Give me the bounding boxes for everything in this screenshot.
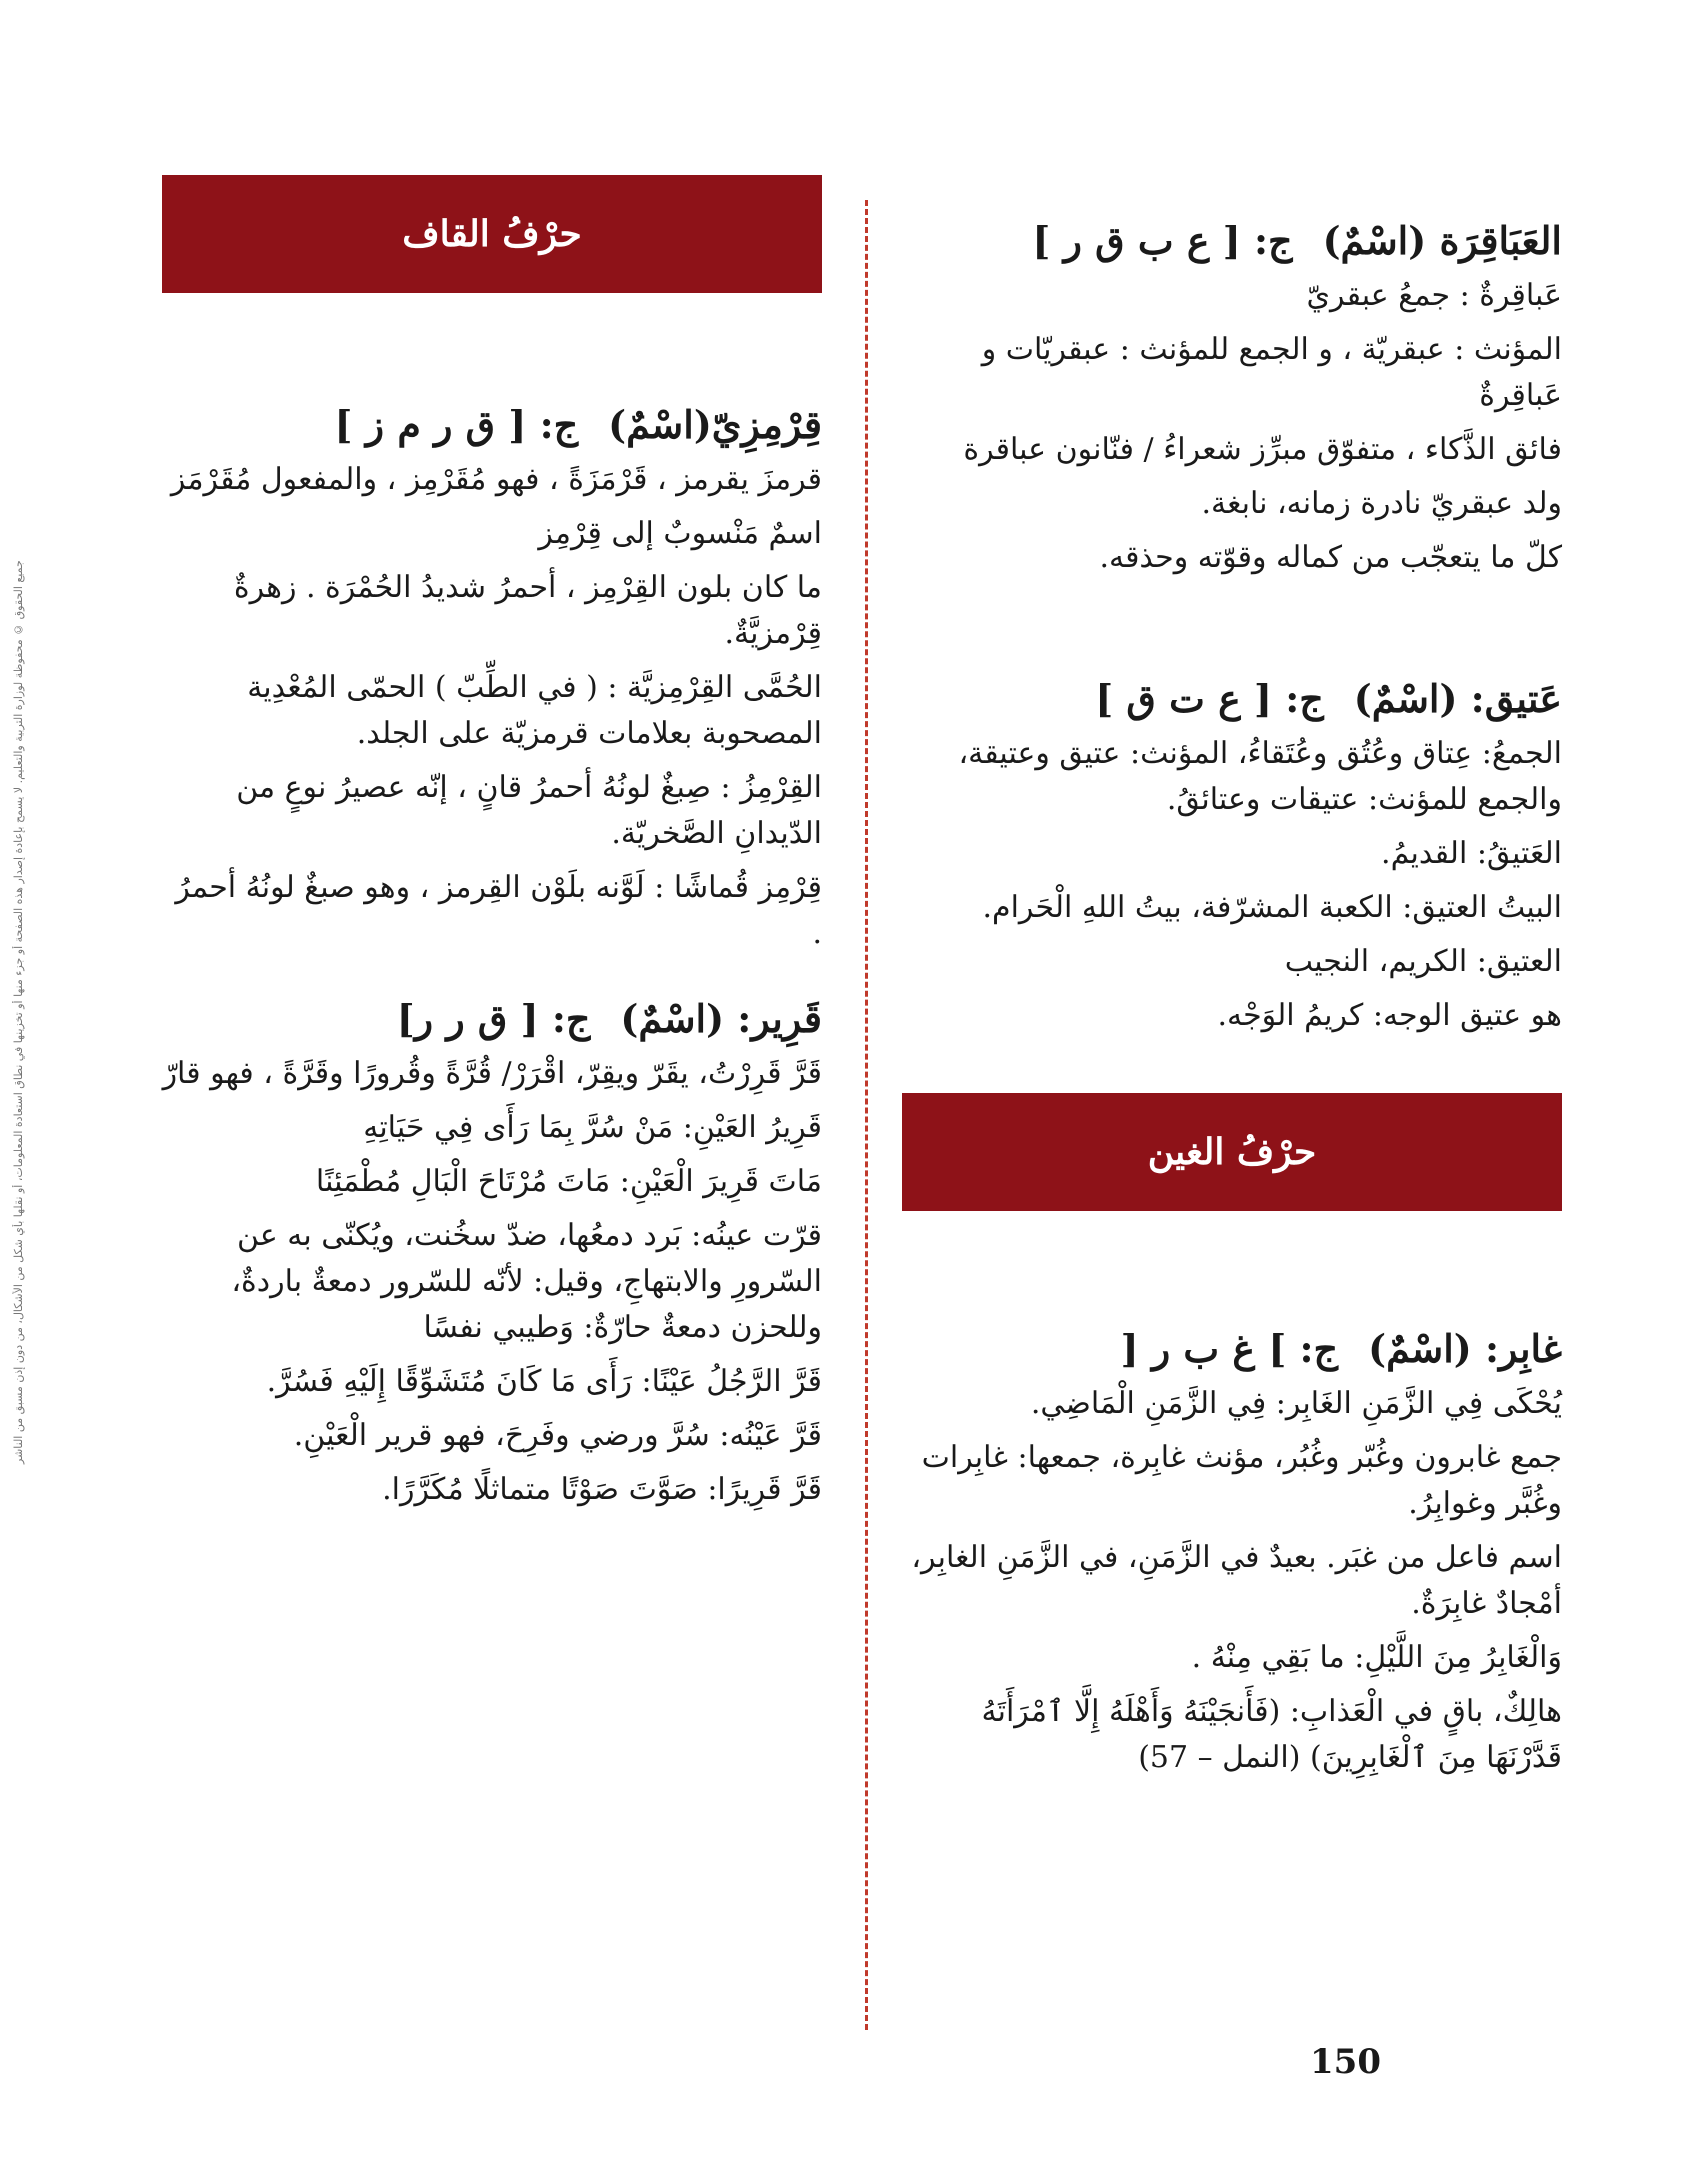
headword-root: ج: [ ق ر م ز ]	[334, 402, 579, 447]
definition-line: قِرْمِز قُماشًا : لَوَّنه بلَوْن القِرمز ، وهو صبغٌ لونُهُ أحمرُ .	[175, 870, 822, 951]
definition-line: الحُمَّى القِرْمِزيَّة : ( في الطِّبّ ) الحمّى المُعْدِية المصحوبة بعلامات قرمزيّة على الجلد.	[247, 670, 822, 751]
definition-line: قرّت عينُه: بَرد دمعُها، ضدّ سخُنت، ويُكنّى به عن السّرورِ والابتهاجِ، وقيل: لأنّه للسّرور دمعةٌ باردةٌ، وللحزن دمعةٌ حارّةٌ: وَطيبي نفسًا	[231, 1218, 822, 1345]
definition-line: هو عتيق الوجه: كريمُ الوَجْه.	[1217, 998, 1562, 1033]
definition-line: يُحْكَى فِي الزَّمَنِ الغَابِر: فِي الزَّمَنِ الْمَاضِي.	[1030, 1386, 1562, 1421]
definition-line: عَباقِرةٌ : جمعُ عبقريّ	[1306, 278, 1562, 313]
page-number: 150	[1310, 2042, 1381, 2082]
entry-headword	[902, 213, 1562, 269]
definition-line: ولد عبقريّ نادرة زمانه، نابغة.	[1201, 486, 1562, 521]
entry-headword	[162, 397, 822, 453]
entry-headword	[902, 1321, 1562, 1377]
left-column	[162, 175, 822, 1521]
right-column	[902, 175, 1562, 1789]
section-banner-qaf: حرْفُ القاف	[162, 175, 822, 293]
definition-line: مَاتَ قَرِيرَ الْعَيْنِ: مَاتَ مُرْتَاحَ الْبَالِ مُطْمَئِنًا	[315, 1164, 822, 1199]
definition-line: العتيق: الكريم، النجيب	[1284, 944, 1562, 979]
definition-line: القِرْمِزُ : صِبغٌ لونُهُ أحمرُ قانٍ ، إنّه عصيرُ نوعٍ من الدّيدانِ الصَّخريّة.	[236, 770, 822, 851]
headword-root: ج: [ ع ب ق ر ]	[1032, 218, 1293, 263]
definition-line: البيتُ العتيق: الكعبة المشرّفة، بيتُ اللهِ الْحَرام.	[982, 890, 1562, 925]
definition-line: قَرِيرُ العَيْنِ: مَنْ سُرَّ بِمَا رَأَى فِي حَيَاتِهِ	[363, 1110, 822, 1145]
definition-line: هالِكٌ، باقٍ في الْعَذابِ: (فَأَنجَيْنَهُ وَأَهْلَهُ إِلَّا ٱمْرَأَتَهُ قَدَّرْنَهَا مِنَ ٱلْغَابِرِينَ) (النمل – 57)	[981, 1694, 1562, 1775]
entry-headword	[162, 991, 822, 1047]
definition-line: قرمزَ يقرمز ، قَرْمَزَةً ، فهو مُقَرْمِز ، والمفعول مُقَرْمَز	[170, 462, 822, 497]
entry-abaqira	[902, 213, 1562, 581]
copyright-note: جميع الحقوق © محفوظة لوزارة التربية والتعليم. لا يسمح بإعادة إصدار هذه الصفحة أو جزء منها أو تخزينها في نطاق استعادة المعلومات، أو نقلها بأي شكل من الأشكال، من دون إذن مسبق من الناشر	[12, 560, 25, 1464]
headword-root: ج: [ ق ر ر]	[396, 996, 591, 1041]
definition-line: وَالْغَابِرُ مِنَ اللَّيْلِ: ما بَقِي مِنْهُ .	[1191, 1640, 1562, 1675]
definition-line: الجمعُ: عِتاق وعُتُق وعُتَقاءُ، المؤنث: عتيق وعتيقة، والجمع للمؤنث: عتيقات وعتائقُ.	[958, 736, 1562, 817]
headword-root: ج: [ ع ت ق ]	[1095, 676, 1324, 721]
definition-line: قَرَّ عَيْنُه: سُرَّ ورضي وفَرِحَ، فهو قرير الْعَيْنِ.	[293, 1418, 822, 1453]
definition-line: فائق الذَّكاء ، متفوّق مبرِّز شعراءُ / فنّانون عباقرة	[963, 432, 1562, 467]
headword-text: غابِر: (اسْمٌ)	[1368, 1326, 1562, 1371]
definition-line: كلّ ما يتعجّب من كماله وقوّته وحذقه.	[1099, 540, 1562, 575]
definition-line: جمع غابرون وغُبّر وغُبُر، مؤنث غابِرة، جمعها: غابِرات وغُبَّر وغوابِرُ.	[921, 1440, 1562, 1521]
definition-line: ما كان بلون القِرْمِز ، أحمرُ شديدُ الحُمْرَة . زهرةٌ قِرْمزيَّةٌ.	[233, 570, 822, 651]
headword-text: قَرِير: (اسْمٌ)	[620, 996, 822, 1041]
entry-qarir	[162, 991, 822, 1513]
column-divider	[865, 200, 868, 2030]
entry-qirmizi	[162, 397, 822, 957]
definition-line: قَرَّ قَرِيرًا: صَوَّتَ صَوْتًا متماثلًا مُكَرَّرًا.	[382, 1472, 822, 1507]
section-banner-ghain: حرْفُ الغين	[902, 1093, 1562, 1211]
definition-line: العَتيقُ: القديمُ.	[1381, 836, 1562, 871]
definition-line: قَرَّ قَرِرْتُ، يقَرّ ويقِرّ، اقْرَرْ/ قُرَّةً وقُرورًا وقَرَّةً ، فهو قارّ	[162, 1056, 822, 1091]
headword-text: قِرْمِزِيّ(اسْمٌ)	[608, 402, 822, 447]
headword-text: العَبَاقِرَة (اسْمٌ)	[1322, 218, 1562, 263]
headword-text: عَتيق: (اسْمٌ)	[1353, 676, 1562, 721]
definition-line: اسم فاعل من غبَر. بعيدٌ في الزَّمَنِ، في الزَّمَنِ الغابِر، أمْجادٌ غابِرَةٌ.	[911, 1540, 1562, 1621]
definition-line: اسمٌ مَنْسوبٌ إلى قِرْمِز	[538, 516, 822, 551]
entry-ghabir	[902, 1321, 1562, 1781]
headword-root: ج: ] غ ب ر [	[1120, 1326, 1339, 1371]
definition-line: المؤنث : عبقريّة ، و الجمع للمؤنث : عبقريّات و عَباقِرةٌ	[981, 332, 1562, 413]
definition-line: قَرَّ الرَّجُلُ عَيْنًا: رَأَى مَا كَانَ مُتَشَوِّقًا إِلَيْهِ فَسُرَّ.	[266, 1364, 822, 1399]
entry-headword	[902, 671, 1562, 727]
entry-atiq	[902, 671, 1562, 1039]
